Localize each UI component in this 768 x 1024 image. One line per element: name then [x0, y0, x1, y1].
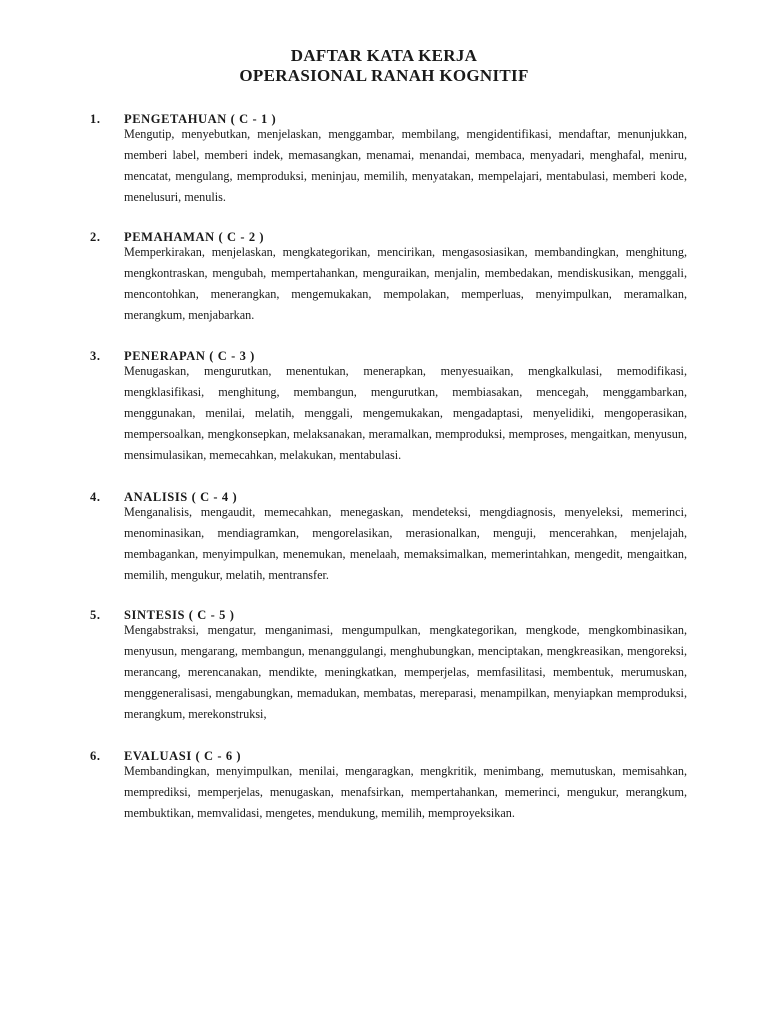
section-body: Menganalisis, mengaudit, memecahkan, menegaskan, mendeteksi, mengdiagnosis, menyeleksi, memerinci, menominasikan, mendiagramkan, mengorelasikan, merasionalkan, menguji, mencerahkan, menjelajah, membagankan, menyimpulkan, menemukan, menelaah, memaksimalkan, memerintahkan, mengedit, mengaitkan, memilih, mengukur, melatih, mentransfer. [124, 505, 687, 582]
section-analisis [90, 490, 687, 586]
document-title-line1: DAFTAR KATA KERJA [290, 46, 478, 65]
section-title: PENERAPAN ( C - 3 ) [124, 349, 255, 363]
section-number: 4. [90, 490, 101, 504]
section-pengetahuan [90, 112, 687, 208]
section-evaluasi [90, 749, 687, 824]
section-title: EVALUASI ( C - 6 ) [124, 749, 242, 763]
section-number: 3. [90, 349, 101, 363]
section-heading [90, 349, 687, 363]
section-heading [90, 112, 687, 126]
section-title: PENGETAHUAN ( C - 1 ) [124, 112, 277, 126]
section-penerapan [90, 349, 687, 466]
section-number: 6. [90, 749, 101, 763]
section-body: Menugaskan, mengurutkan, menentukan, menerapkan, menyesuaikan, mengkalkulasi, memodifikasi, mengklasifikasi, menghitung, membangun, mengurutkan, membiasakan, mencegah, menggambarkan, menggunakan, menilai, melatih, menggali, mengemukakan, mengadaptasi, menyelidiki, mengoperasikan, mempersoalkan, mengkonsepkan, melaksanakan, meramalkan, memproduksi, memproses, mengaitkan, menyusun, mensimulasikan, memecahkan, melakukan, mentabulasi. [124, 364, 687, 462]
section-number: 1. [90, 112, 101, 126]
section-pemahaman [90, 230, 687, 326]
document-title-line2: OPERASIONAL RANAH KOGNITIF [239, 66, 529, 85]
section-sintesis [90, 608, 687, 725]
section-title: ANALISIS ( C - 4 ) [124, 490, 238, 504]
section-body: Mengutip, menyebutkan, menjelaskan, menggambar, membilang, mengidentifikasi, mendaftar, menunjukkan, memberi label, memberi indek, memasangkan, menamai, menandai, membaca, menyadari, menghafal, meniru, mencatat, mengulang, memproduksi, meninjau, memilih, menyatakan, mempelajari, mentabulasi, memberi kode, menelusuri, menulis. [124, 127, 687, 204]
section-heading [90, 230, 687, 244]
section-body: Mengabstraksi, mengatur, menganimasi, mengumpulkan, mengkategorikan, mengkode, mengkombinasikan, menyusun, mengarang, membangun, menanggulangi, menghubungkan, menciptakan, mengkreasikan, mengoreksi, merancang, merencanakan, mendikte, meningkatkan, memperjelas, memfasilitasi, membentuk, merumuskan, menggeneralisasi, mengabungkan, memadukan, membatas, mereparasi, menampilkan, menyiapkan memproduksi, merangkum, merekonstruksi, [124, 623, 687, 721]
section-heading [90, 608, 687, 622]
section-title: SINTESIS ( C - 5 ) [124, 608, 235, 622]
section-heading [90, 749, 687, 763]
section-number: 5. [90, 608, 101, 622]
section-number: 2. [90, 230, 101, 244]
section-heading [90, 490, 687, 504]
section-body: Memperkirakan, menjelaskan, mengkategorikan, mencirikan, mengasosiasikan, membandingkan, menghitung, mengkontraskan, mengubah, mempertahankan, menguraikan, menjalin, membedakan, mendiskusikan, menggali, mencontohkan, menerangkan, mengemukakan, mempolakan, memperluas, menyimpulkan, meramalkan, merangkum, menjabarkan. [124, 245, 687, 322]
section-title: PEMAHAMAN ( C - 2 ) [124, 230, 265, 244]
section-body: Membandingkan, menyimpulkan, menilai, mengaragkan, mengkritik, menimbang, memutuskan, memisahkan, memprediksi, memperjelas, menugaskan, menafsirkan, mempertahankan, memerinci, mengukur, merangkum, membuktikan, memvalidasi, mengetes, mendukung, memilih, memproyeksikan. [124, 764, 687, 820]
